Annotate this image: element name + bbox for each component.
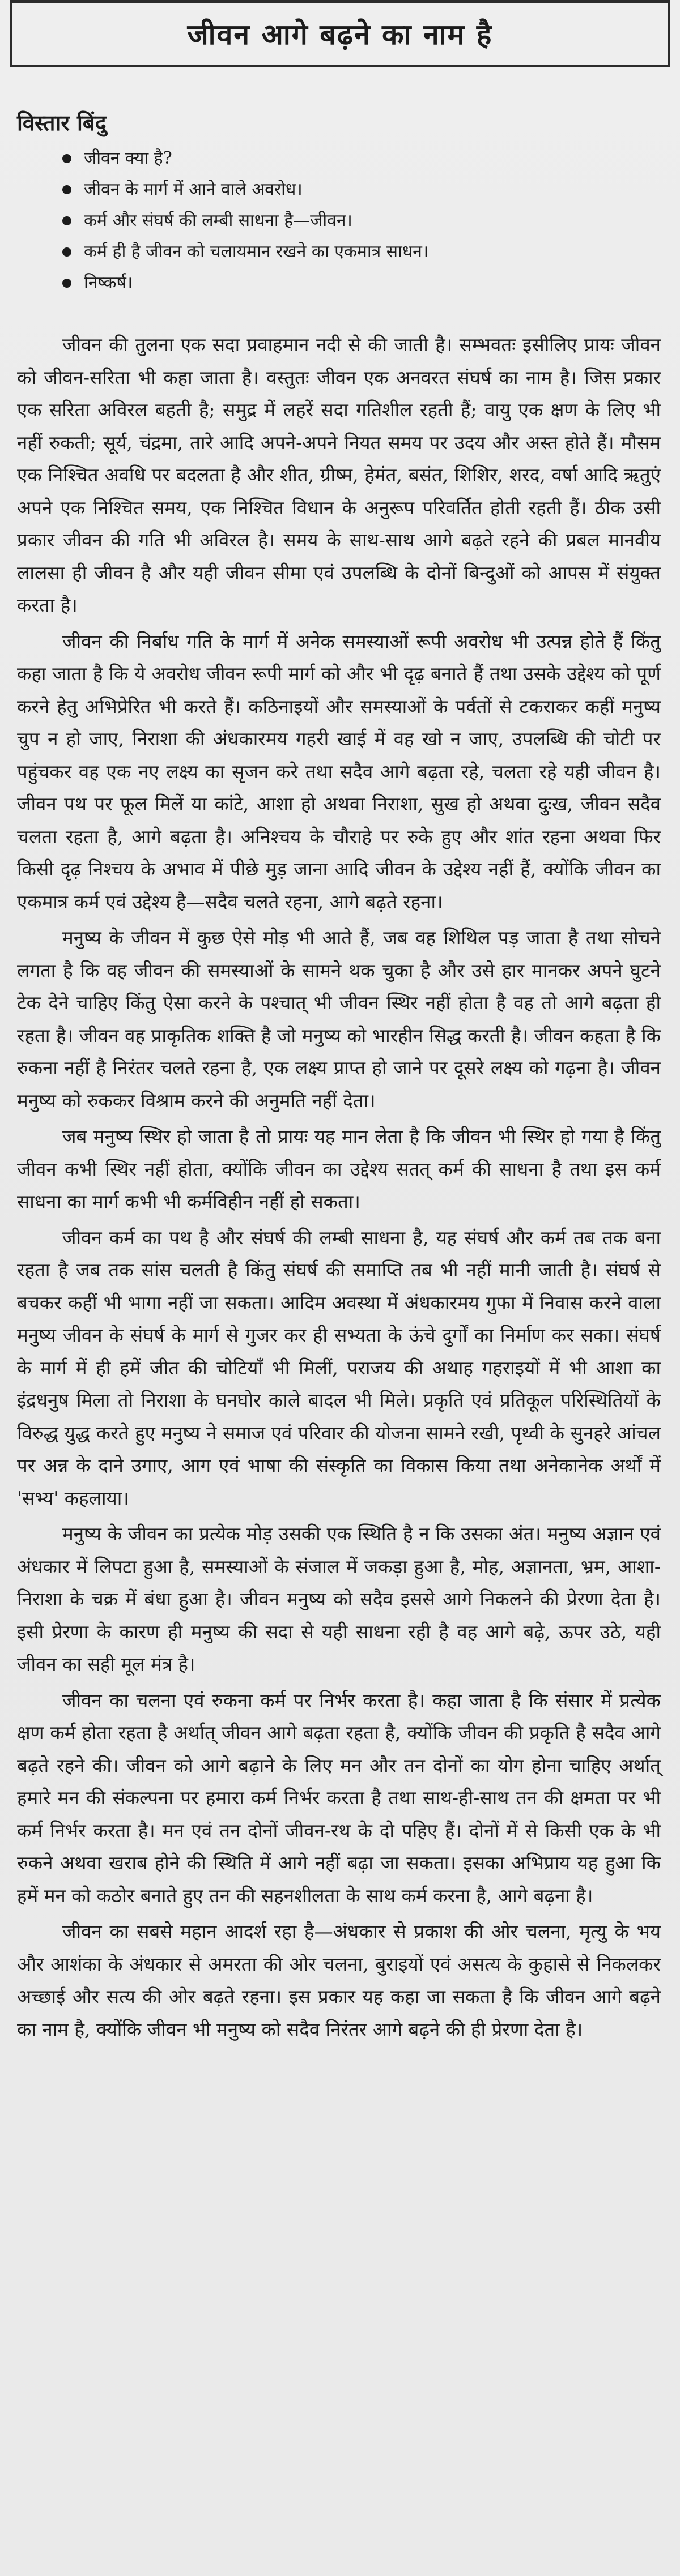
outline-item-text: जीवन क्या है?	[84, 148, 172, 168]
title-border-right	[668, 0, 670, 67]
outline-item-text: जीवन के मार्ग में आने वाले अवरोध।	[84, 180, 303, 199]
paragraph: जीवन का चलना एवं रुकना कर्म पर निर्भर करता है। कहा जाता है कि संसार में प्रत्येक क्षण कर्म होता रहता है अर्थात् जीवन आगे बढ़ता रहता है, क्योंकि जीवन की प्रकृति है सदैव आगे बढ़ते रहने की। जीवन को आगे बढ़ाने के लिए मन और तन दोनों का योग होना चाहिए अर्थात् हमारे मन की संकल्पना पर हमारा कर्म निर्भर करता है तथा साथ-ही-साथ तन की क्षमता पर भी कर्म निर्भर करता है। मन एवं तन दोनों जीवन-रथ के दो पहिए हैं। दोनों में से किसी एक के भी रुकने अथवा खराब होने की स्थिति में आगे नहीं बढ़ा जा सकता। इसका अभिप्राय यह हुआ कि हमें मन को कठोर बनाते हुए तन की सहनशीलता के साथ कर्म करना है, आगे बढ़ना है।	[17, 1689, 661, 1907]
outline-item-text: निष्कर्ष।	[84, 273, 133, 293]
outline-item	[62, 267, 661, 298]
outline-item	[62, 174, 661, 205]
bullet-icon	[62, 154, 71, 163]
paragraph: जीवन कर्म का पथ है और संघर्ष की लम्बी साधना है, यह संघर्ष और कर्म तब तक बना रहता है जब तक सांस चलती है किंतु संघर्ष की समाप्ति तब भी नहीं मानी जाती है। संघर्ष से बचकर कहीं भी भागा नहीं जा सकता। आदिम अवस्था में अंधकारमय गुफा में निवास करने वाला मनुष्य जीवन के संघर्ष के मार्ग से गुजर कर ही सभ्यता के ऊंचे दुर्गों का निर्माण कर सका। संघर्ष के मार्ग में ही हमें जीत की चोटियाँ भी मिलीं, पराजय की अथाह गहराइयों में भी आशा का इंद्रधनुष मिला तो निराशा के घनघोर काले बादल भी मिले। प्रकृति एवं प्रतिकूल परिस्थितियों के विरुद्ध युद्ध करते हुए मनुष्य ने समाज एवं परिवार की योजना सामने रखी, पृथ्वी के सुनहरे आंचल पर अन्न के दाने उगाए, आग एवं भाषा की संस्कृति का विकास किया तथा अनेकानेक अर्थों में 'सभ्य' कहलाया।	[17, 1226, 661, 1509]
bullet-icon	[62, 247, 71, 257]
title-box	[10, 0, 670, 67]
outline-section	[17, 108, 661, 298]
paragraph: जब मनुष्य स्थिर हो जाता है तो प्रायः यह मान लेता है कि जीवन भी स्थिर हो गया है किंतु जीवन कभी स्थिर नहीं होता, क्योंकि जीवन का उद्देश्य सतत् कर्म की साधना है तथा इस कर्म साधना का मार्ग कभी भी कर्मविहीन नहीं हो सकता।	[17, 1125, 661, 1212]
outline-item	[62, 143, 661, 174]
title-border-left	[10, 0, 12, 67]
outline-item-text: कर्म और संघर्ष की लम्बी साधना है—जीवन।	[84, 211, 352, 230]
title-border-bottom	[10, 65, 670, 67]
paragraph: मनुष्य के जीवन में कुछ ऐसे मोड़ भी आते हैं, जब वह शिथिल पड़ जाता है तथा सोचने लगता है कि वह जीवन की समस्याओं के सामने थक चुका है और उसे हार मानकर अपने घुटने टेक देने चाहिए किंतु ऐसा करने के पश्चात् भी जीवन स्थिर नहीं होता है वह तो आगे बढ़ता ही रहता है। जीवन वह प्राकृतिक शक्ति है जो मनुष्य को भारहीन सिद्ध करती है। जीवन कहता है कि रुकना नहीं है निरंतर चलते रहना है, एक लक्ष्य प्राप्त हो जाने पर दूसरे लक्ष्य को गढ़ना है। जीवन मनुष्य को रुककर विश्राम करने की अनुमति नहीं देता।	[17, 926, 661, 1112]
paragraph: जीवन का सबसे महान आदर्श रहा है—अंधकार से प्रकाश की ओर चलना, मृत्यु के भय और आशंका के अंधकार से अमरता की ओर चलना, बुराइयों एवं असत्य के कुहासे से निकलकर अच्छाई और सत्य की ओर बढ़ते रहना। इस प्रकार यह कहा जा सकता है कि जीवन आगे बढ़ने का नाम है, क्योंकि जीवन भी मनुष्य को सदैव निरंतर आगे बढ़ने की ही प्रेरणा देता है।	[17, 1920, 661, 2040]
outline-item	[62, 236, 661, 267]
outline-item-text: कर्म ही है जीवन को चलायमान रखने का एकमात्र साधन।	[84, 242, 429, 262]
bullet-icon	[62, 279, 71, 288]
page-title: जीवन आगे बढ़ने का नाम है	[187, 18, 493, 51]
bullet-icon	[62, 216, 71, 225]
title-border-top	[10, 0, 670, 3]
bullet-icon	[62, 185, 71, 194]
paragraph: जीवन की निर्बाध गति के मार्ग में अनेक समस्याओं रूपी अवरोध भी उत्पन्न होते हैं किंतु कहा जाता है कि ये अवरोध जीवन रूपी मार्ग को और भी दृढ़ बनाते हैं तथा उसके उद्देश्य को पूर्ण करने हेतु अभिप्रेरित भी करते हैं। कठिनाइयों और समस्याओं के पर्वतों से टकराकर कहीं मनुष्य चुप न हो जाए, निराशा की अंधकारमय गहरी खाई में वह खो न जाए, उपलब्धि की चोटी पर पहुंचकर वह एक नए लक्ष्य का सृजन करे तथा सदैव आगे बढ़ता रहे, चलता रहे यही जीवन है। जीवन पथ पर फूल मिलें या कांटे, आशा हो अथवा निराशा, सुख हो अथवा दुःख, जीवन सदैव चलता रहता है, आगे बढ़ता है। अनिश्चय के चौराहे पर रुके हुए और शांत रहना अथवा फिर किसी दृढ़ निश्चय के अभाव में पीछे मुड़ जाना आदि जीवन के उद्देश्य नहीं हैं, क्योंकि जीवन का एकमात्र कर्म एवं उद्देश्य है—सदैव चलते रहना, आगे बढ़ते रहना।	[17, 630, 661, 913]
paragraph: जीवन की तुलना एक सदा प्रवाहमान नदी से की जाती है। सम्भवतः इसीलिए प्रायः जीवन को जीवन-सरिता भी कहा जाता है। वस्तुतः जीवन एक अनवरत संघर्ष का नाम है। जिस प्रकार एक सरिता अविरल बहती है; समुद्र में लहरें सदा गतिशील रहती हैं; वायु एक क्षण के लिए भी नहीं रुकती; सूर्य, चंद्रमा, तारे आदि अपने-अपने नियत समय पर उदय और अस्त होते हैं। मौसम एक निश्चित अवधि पर बदलता है और शीत, ग्रीष्म, हेमंत, बसंत, शिशिर, शरद, वर्षा आदि ऋतुएं अपने एक निश्चित समय, एक निश्चित विधान के अनुरूप परिवर्तित होती रहती हैं। ठीक उसी प्रकार जीवन की गति भी अविरल है। समय के साथ-साथ आगे बढ़ते रहने की प्रबल मानवीय लालसा ही जीवन है और यही जीवन सीमा एवं उपलब्धि के दोनों बिन्दुओं को आपस में संयुक्त करता है।	[17, 334, 661, 616]
outline-heading: विस्तार बिंदु	[17, 110, 107, 135]
outline-item	[62, 205, 661, 236]
outline-list	[17, 143, 661, 298]
essay-body	[17, 328, 661, 2049]
paragraph: मनुष्य के जीवन का प्रत्येक मोड़ उसकी एक स्थिति है न कि उसका अंत। मनुष्य अज्ञान एवं अंधकार में लिपटा हुआ है, समस्याओं के संजाल में जकड़ा हुआ है, मोह, अज्ञानता, भ्रम, आशा-निराशा के चक्र में बंधा हुआ है। जीवन मनुष्य को सदैव इससे आगे निकलने की प्रेरणा देता है। इसी प्रेरणा के कारण ही मनुष्य की सदा से यही साधना रही है वह आगे बढ़े, ऊपर उठे, यही जीवन का सही मूल मंत्र है।	[17, 1523, 661, 1675]
